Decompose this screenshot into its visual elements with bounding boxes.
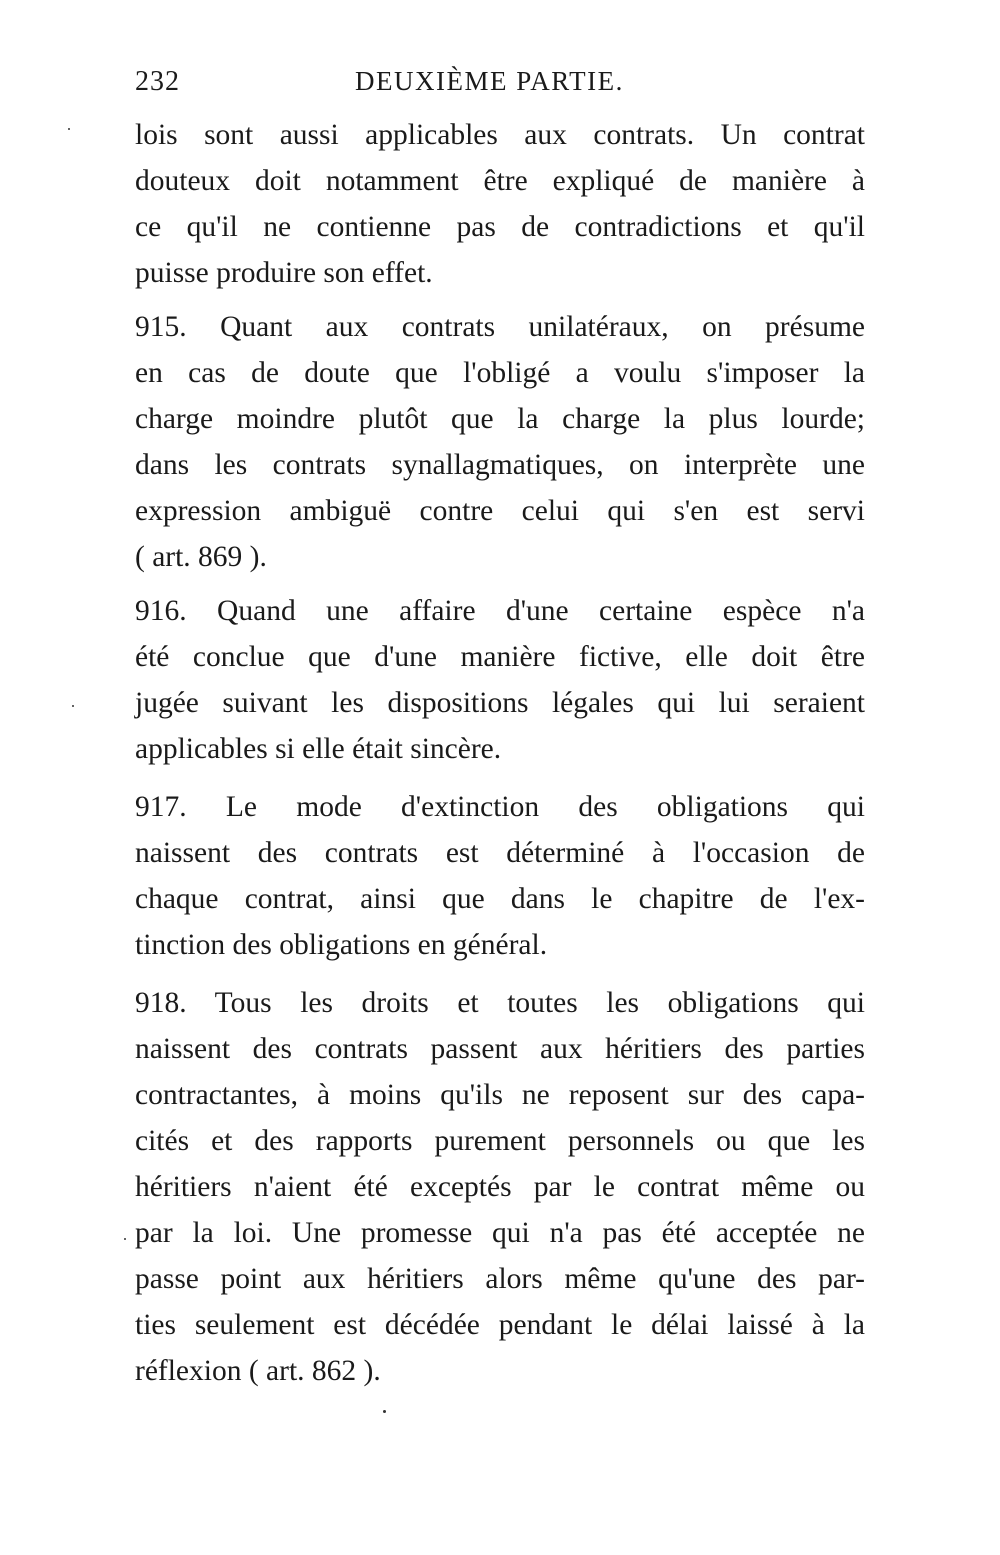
text-line: en cas de doute que l'obligé a voulu s'imposer la: [135, 357, 865, 389]
article-916: [135, 588, 865, 772]
text-line: cités et des rapports purement personnels ou que les: [135, 1125, 865, 1157]
text-line: 916. Quand une affaire d'une certaine espèce n'a: [135, 595, 865, 627]
text-line: passe point aux héritiers alors même qu'une des par-: [135, 1263, 865, 1295]
text-line: tinction des obligations en général.: [135, 929, 548, 961]
running-head: [135, 66, 860, 110]
text-line: 918. Tous les droits et toutes les obligations qui: [135, 987, 865, 1019]
text-line: par la loi. Une promesse qui n'a pas été acceptée ne: [135, 1217, 865, 1249]
text-line: lois sont aussi applicables aux contrats. Un contrat: [135, 119, 865, 151]
print-speck: [68, 128, 70, 130]
text-line: 915. Quant aux contrats unilatéraux, on présume: [135, 311, 865, 343]
text-line: applicables si elle était sincère.: [135, 733, 502, 765]
text-line: réflexion ( art. 862 ).: [135, 1355, 381, 1387]
text-line: contractantes, à moins qu'ils ne reposent sur des capa-: [135, 1079, 865, 1111]
page-number: 232: [135, 66, 180, 97]
article-917: [135, 784, 865, 968]
print-speck: [72, 705, 74, 707]
text-line: héritiers n'aient été exceptés par le contrat même ou: [135, 1171, 865, 1203]
running-title: DEUXIÈME PARTIE.: [355, 66, 624, 96]
text-line: jugée suivant les dispositions légales qui lui seraient: [135, 687, 865, 719]
text-line: 917. Le mode d'extinction des obligations qui: [135, 791, 865, 823]
text-line: naissent des contrats est déterminé à l'occasion de: [135, 837, 865, 869]
text-line: ce qu'il ne contienne pas de contradictions et qu'il: [135, 211, 865, 243]
text-line: expression ambiguë contre celui qui s'en est servi: [135, 495, 865, 527]
body-text: [135, 112, 865, 1394]
text-line: ( art. 869 ).: [135, 541, 267, 573]
text-line: ties seulement est décédée pendant le délai laissé à la: [135, 1309, 865, 1341]
paragraph-continuation: [135, 112, 865, 296]
print-speck: [383, 1410, 386, 1413]
text-line: dans les contrats synallagmatiques, on interprète une: [135, 449, 865, 481]
print-speck: [124, 1238, 126, 1240]
text-line: naissent des contrats passent aux héritiers des parties: [135, 1033, 865, 1065]
article-918: [135, 980, 865, 1394]
text-line: charge moindre plutôt que la charge la plus lourde;: [135, 403, 865, 435]
text-line: douteux doit notamment être expliqué de manière à: [135, 165, 865, 197]
text-line: chaque contrat, ainsi que dans le chapitre de l'ex-: [135, 883, 865, 915]
article-915: [135, 304, 865, 580]
text-line: puisse produire son effet.: [135, 257, 433, 289]
text-line: été conclue que d'une manière fictive, elle doit être: [135, 641, 865, 673]
